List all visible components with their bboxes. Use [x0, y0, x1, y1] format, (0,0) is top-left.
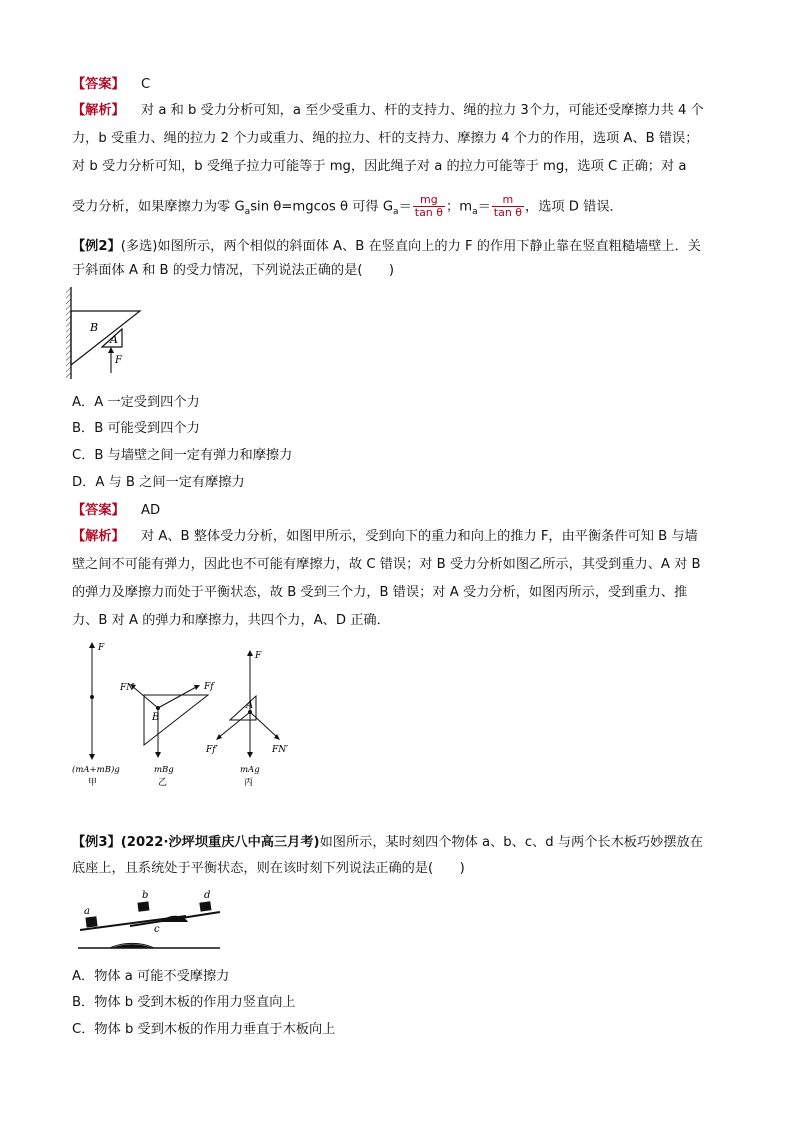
yi-label-ff: Ff [204, 682, 214, 692]
jia-label-weight: (mA+mB)g [72, 765, 120, 775]
ex2-analysis-tag: 【解析】 [72, 529, 125, 544]
ex3-figure [74, 880, 224, 952]
block-b [137, 901, 149, 911]
label-a: a [84, 906, 90, 917]
diagram-jia [72, 642, 120, 788]
diagram-yi [119, 682, 215, 788]
yi-label-weight: mBg [154, 765, 174, 775]
ex2-analysis-line-3: 的弹力及摩擦力而处于平衡状态，故 B 受到三个力，B 错误；对 A 受力分析，如图丙所示，受到重力、推 [72, 585, 688, 600]
ex2-analysis-line-1: 【解析】 对 A、B 整体受力分析，如图甲所示，受到向下的重力和向上的推力 F，由平衡条件可知 B 与墙 [72, 529, 698, 544]
ex2-option-c: C．B 与墙壁之间一定有弹力和摩擦力 [72, 448, 293, 463]
ex3-option-b: B．物体 b 受到木板的作用力竖直向上 [72, 995, 296, 1010]
ex3-source: (2022·沙坪坝重庆八中高三月考) [120, 835, 320, 850]
ex2-answer-tag: 【答案】 [72, 503, 125, 518]
bing-label-f: F [255, 651, 262, 661]
ex3-tag: 【例3】 [72, 835, 121, 850]
answer-line-1 [72, 76, 150, 94]
ex3-option-c: C．物体 b 受到木板的作用力垂直于木板向上 [72, 1022, 336, 1037]
force-diagrams [70, 640, 310, 800]
fraction-2: $\frac{m}{\text{tan θ}}$ [493, 193, 523, 219]
yi-label-b: B [152, 712, 160, 723]
ex2-figure [62, 285, 152, 383]
label-b: b [142, 890, 149, 901]
block-a [85, 916, 97, 927]
analysis-line-2: 力，b 受重力、绳的拉力 2 个力或重力、绳的拉力、杆的支持力、摩擦力 4 个力的作用，选项 A、B 错误； [72, 131, 699, 146]
ex2-analysis-line-2: 壁之间不可能有弹力，因此也不可能有摩擦力，故 C 错误；对 B 受力分析如图乙所示，其受到重力、A 对 B [72, 557, 701, 572]
jia-caption: 甲 [88, 778, 98, 788]
yi-caption: 乙 [158, 778, 168, 788]
jia-label-f: F [98, 643, 105, 653]
fraction-1: $\frac{mg}{\text{tan θ}}$ [414, 193, 444, 219]
answer-value: C [140, 77, 151, 92]
label-f: F [115, 355, 122, 366]
ex2-option-b: B．B 可能受到四个力 [72, 421, 200, 436]
label-d: d [204, 890, 211, 901]
ex2-question-line-1: 【例2】(多选)如图所示，两个相似的斜面体 A、B 在竖直向上的力 F 的作用下静止靠在竖直粗糙墙壁上．关 [72, 239, 701, 254]
ex2-analysis-line-4: 力、B 对 A 的弹力和摩擦力，共四个力，A、D 正确． [72, 613, 390, 628]
bing-label-ff: Ff′ [206, 745, 218, 755]
analysis-text: 对 a 和 b 受力分析可知，a 至少受重力、杆的支持力、绳的拉力 3个力，可能还受摩擦力共 4 个 [140, 103, 704, 118]
ex2-question-line-2: 于斜面体 A 和 B 的受力情况，下列说法正确的是( ) [72, 263, 395, 278]
ex2-option-d: D．A 与 B 之间一定有摩擦力 [72, 475, 245, 490]
answer-tag: 【答案】 [72, 77, 125, 92]
label-a: A [110, 333, 118, 346]
ex3-question-line-1: 【例3】(2022·沙坪坝重庆八中高三月考)如图所示，某时刻四个物体 a、b、c、d 与两个长木板巧妙摆放在 [72, 835, 703, 850]
wedge-b [71, 311, 140, 365]
yi-label-fn: FN [120, 683, 135, 693]
bing-label-weight: mAg [240, 765, 260, 775]
wall-hatch [66, 287, 71, 379]
ex2-answer-line [72, 502, 160, 520]
ex2-tag: 【例2】 [72, 239, 121, 254]
ex3-option-a: A．物体 a 可能不受摩擦力 [72, 969, 230, 984]
label-c: c [154, 924, 160, 935]
analysis-line-4: 受力分析，如果摩擦力为零 $G_a\sin$ θ=mgcos θ 可得 $G_a=$ $\frac{mg}{\text{tan θ}}$ ；$m_a=$ $\frac{m}{\text{tan θ}}$ ，选项 D 错误． [72, 193, 623, 219]
block-d [199, 901, 211, 911]
ex3-question-line-2: 底座上，且系统处于平衡状态，则在该时刻下列说法正确的是( ) [72, 861, 465, 876]
ex2-option-a: A．A 一定受到四个力 [72, 395, 200, 410]
bing-caption: 丙 [244, 778, 254, 788]
bing-label-a: A [246, 700, 254, 711]
analysis-line-3: 对 b 受力分析可知，b 受绳子拉力可能等于 mg，因此绳子对 a 的拉力可能等于 mg，选项 C 正确；对 a [72, 159, 687, 174]
label-b: B [90, 321, 99, 334]
analysis-line-1 [72, 102, 704, 120]
bing-label-fn: FN′ [272, 745, 289, 755]
analysis-tag: 【解析】 [72, 103, 125, 118]
ex2-answer-value: AD [140, 503, 161, 518]
board-right [130, 912, 220, 926]
analysis-text: 受力分析，如果摩擦力为零 G [72, 199, 245, 215]
diagram-bing [205, 650, 288, 788]
